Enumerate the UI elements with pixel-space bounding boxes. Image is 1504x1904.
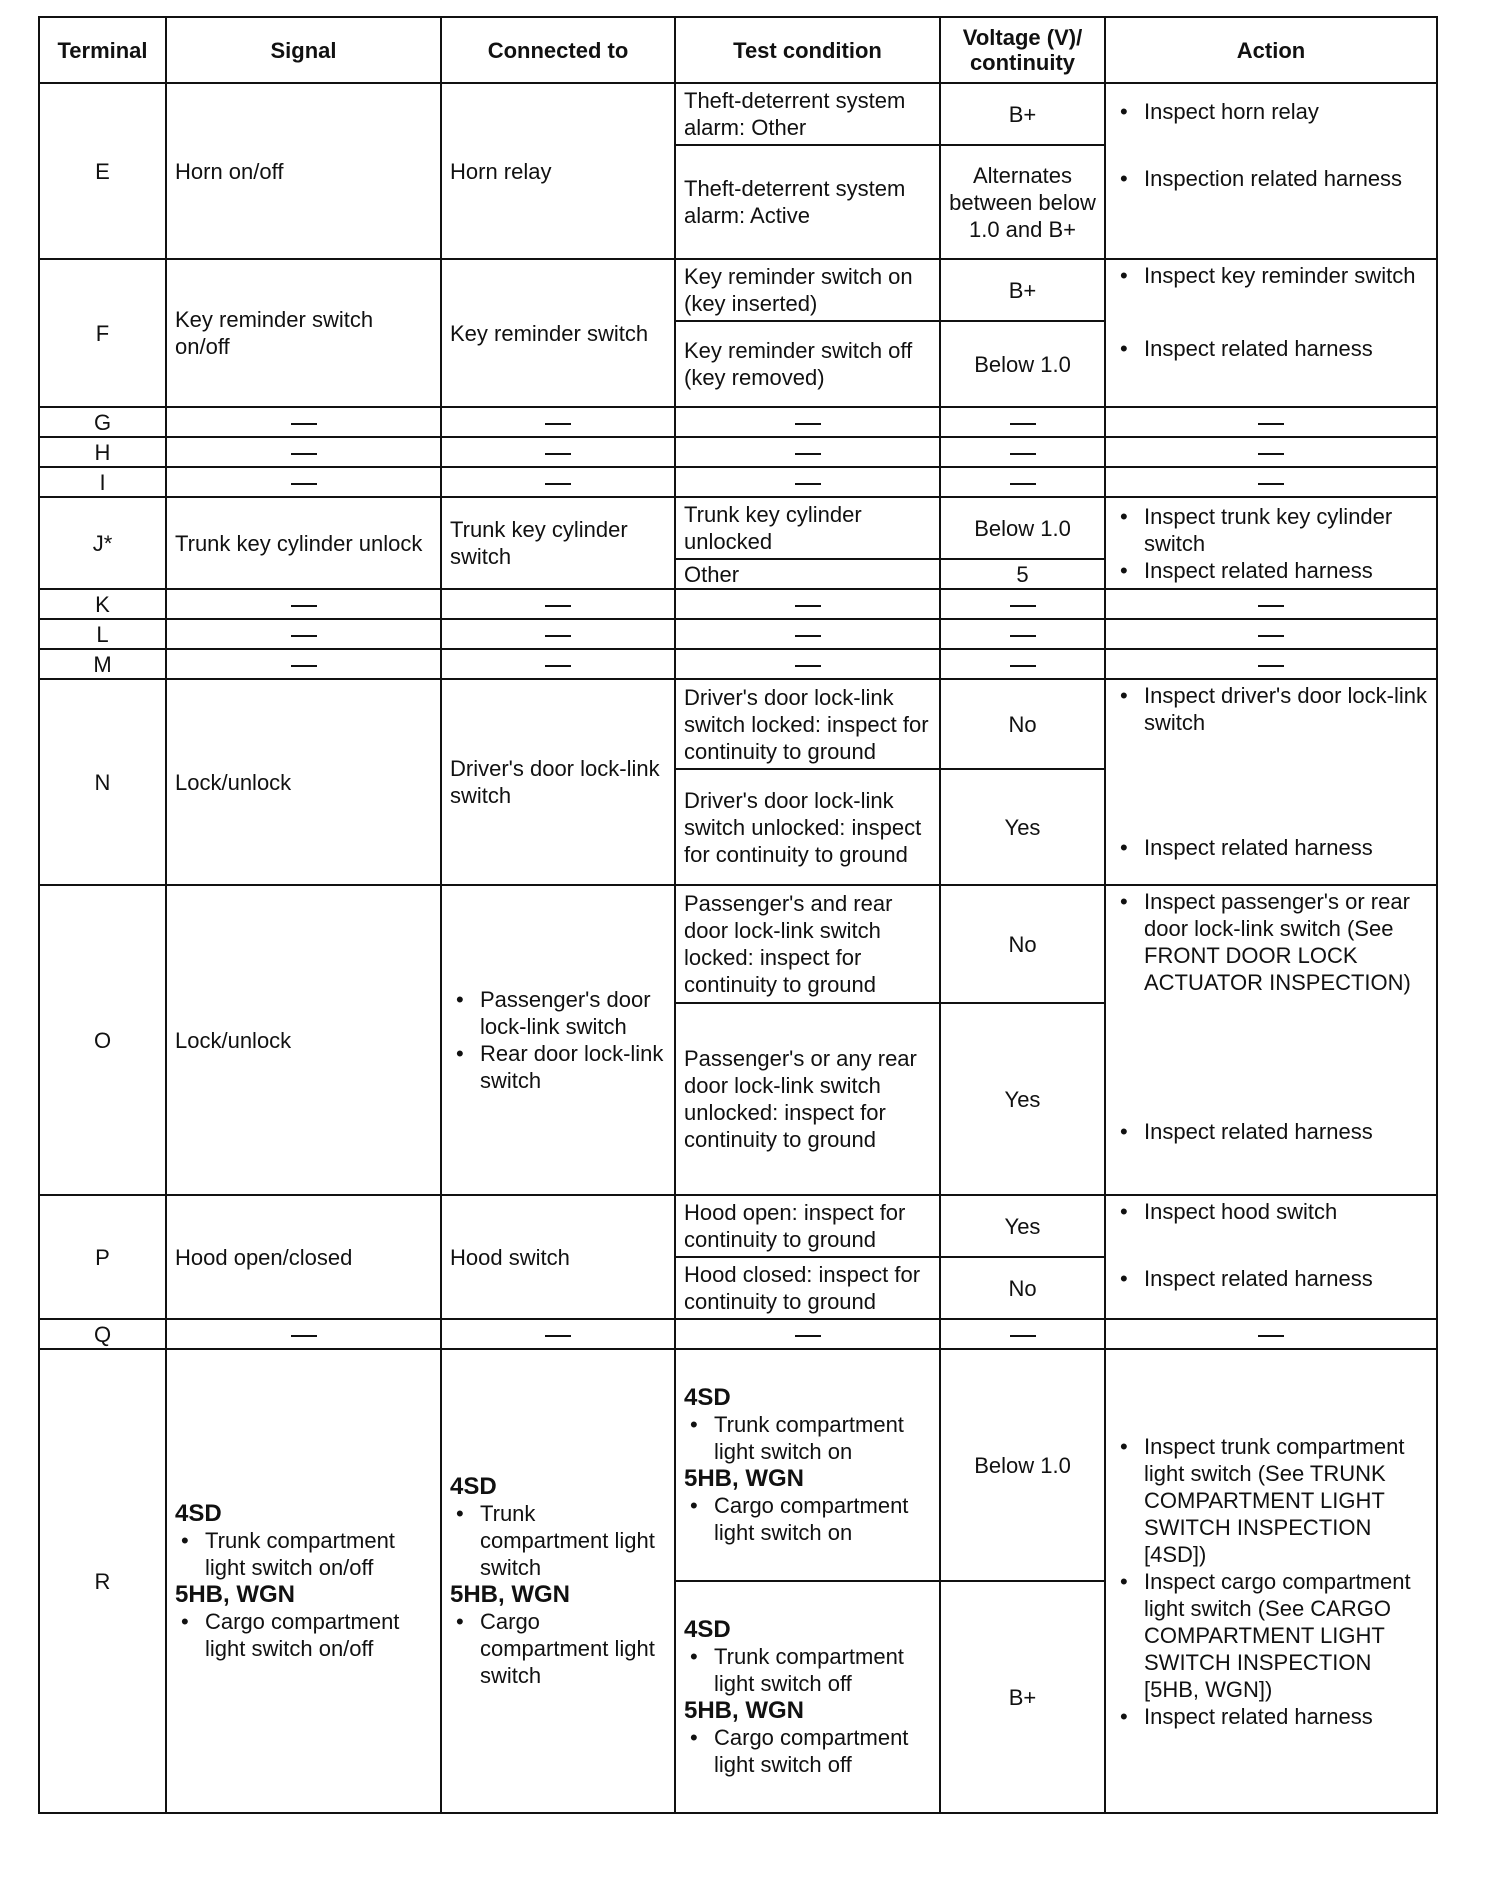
test-cell: Key reminder switch off (key removed) — [675, 321, 940, 407]
test-list — [684, 1492, 931, 1546]
test-cell: Key reminder switch on (key inserted) — [675, 259, 940, 321]
row-j-1 — [39, 497, 1437, 559]
terminal-cell: P — [39, 1195, 166, 1319]
test-cell: Trunk key cylinder unlocked — [675, 497, 940, 559]
terminal-cell: E — [39, 83, 166, 259]
header-voltage: Voltage (V)/ continuity — [940, 17, 1105, 83]
test-cell: Other — [675, 559, 940, 589]
voltage-cell: Yes — [940, 1195, 1105, 1257]
action-item: • Inspection related harness — [1144, 165, 1428, 192]
row-g — [39, 407, 1437, 437]
test-cell: Theft-deterrent system alarm: Active — [675, 145, 940, 259]
model-heading: 4SD — [684, 1616, 731, 1643]
action-list — [1114, 888, 1428, 1145]
row-e-1 — [39, 83, 1437, 145]
connected-list — [450, 986, 666, 1094]
empty-dash — [166, 1319, 441, 1349]
connected-list — [450, 1500, 666, 1581]
terminal-cell: K — [39, 589, 166, 619]
test-cell: Hood open: inspect for continuity to ground — [675, 1195, 940, 1257]
test-item: • Trunk compartment light switch off — [714, 1643, 931, 1697]
connected-item: • Cargo compartment light switch — [480, 1608, 666, 1689]
signal-list — [175, 1608, 432, 1662]
empty-dash — [675, 619, 940, 649]
terminal-cell: R — [39, 1349, 166, 1813]
test-item: • Cargo compartment light switch off — [714, 1724, 931, 1778]
empty-dash — [441, 407, 675, 437]
voltage-cell: No — [940, 885, 1105, 1003]
test-cell: Passenger's or any rear door lock-link switch unlocked: inspect for continuity to ground — [675, 1003, 940, 1195]
header-terminal: Terminal — [39, 17, 166, 83]
action-cell — [1105, 679, 1437, 885]
empty-dash — [166, 437, 441, 467]
empty-dash — [940, 437, 1105, 467]
empty-dash — [1105, 467, 1437, 497]
row-f-1 — [39, 259, 1437, 321]
terminal-table-wrapper — [38, 16, 1438, 1814]
model-heading: 5HB, WGN — [684, 1465, 804, 1492]
empty-dash — [1105, 619, 1437, 649]
signal-cell: Horn on/off — [166, 83, 441, 259]
connected-cell — [441, 885, 675, 1195]
action-item: • Inspect key reminder switch — [1144, 262, 1428, 289]
empty-dash — [166, 589, 441, 619]
empty-dash — [675, 1319, 940, 1349]
action-item: • Inspect trunk key cylinder switch — [1144, 503, 1428, 557]
header-test-condition: Test condition — [675, 17, 940, 83]
action-item: • Inspect passenger's or rear door lock-link switch (See FRONT DOOR LOCK ACTUATOR INSPECTION) — [1144, 888, 1428, 996]
voltage-cell: B+ — [940, 259, 1105, 321]
connected-cell: Driver's door lock-link switch — [441, 679, 675, 885]
test-item: • Cargo compartment light switch on — [714, 1492, 931, 1546]
action-list — [1114, 682, 1428, 861]
row-r-1 — [39, 1349, 1437, 1581]
empty-dash — [441, 437, 675, 467]
action-list — [1114, 98, 1428, 192]
voltage-cell: B+ — [940, 1581, 1105, 1813]
signal-list — [175, 1527, 432, 1581]
row-q — [39, 1319, 1437, 1349]
row-m — [39, 649, 1437, 679]
terminal-cell: L — [39, 619, 166, 649]
connected-cell: Hood switch — [441, 1195, 675, 1319]
signal-item: • Cargo compartment light switch on/off — [205, 1608, 432, 1662]
test-list — [684, 1411, 931, 1465]
empty-dash — [441, 589, 675, 619]
action-item: • Inspect related harness — [1144, 1118, 1428, 1145]
connected-cell: Horn relay — [441, 83, 675, 259]
connected-cell: Key reminder switch — [441, 259, 675, 407]
row-l — [39, 619, 1437, 649]
action-list — [1114, 503, 1428, 584]
empty-dash — [940, 1319, 1105, 1349]
connected-cell: Trunk key cylinder switch — [441, 497, 675, 589]
model-heading: 5HB, WGN — [684, 1697, 804, 1724]
terminal-inspection-table — [38, 16, 1438, 1814]
terminal-cell: N — [39, 679, 166, 885]
empty-dash — [675, 467, 940, 497]
action-cell — [1105, 497, 1437, 589]
row-o-1 — [39, 885, 1437, 1003]
empty-dash — [1105, 407, 1437, 437]
row-i — [39, 467, 1437, 497]
test-list — [684, 1724, 931, 1778]
test-item: • Trunk compartment light switch on — [714, 1411, 931, 1465]
action-cell — [1105, 1349, 1437, 1813]
voltage-cell: Below 1.0 — [940, 497, 1105, 559]
action-item: • Inspect trunk compartment light switch (See TRUNK COMPARTMENT LIGHT SWITCH INSPECTION [4SD]) — [1144, 1433, 1428, 1568]
header-row — [39, 17, 1437, 83]
action-item: • Inspect related harness — [1144, 834, 1428, 861]
test-cell: Theft-deterrent system alarm: Other — [675, 83, 940, 145]
voltage-cell: Yes — [940, 1003, 1105, 1195]
empty-dash — [940, 467, 1105, 497]
connected-cell — [441, 1349, 675, 1813]
terminal-cell: F — [39, 259, 166, 407]
connected-item: • Passenger's door lock-link switch — [480, 986, 666, 1040]
test-cell — [675, 1349, 940, 1581]
row-n-1 — [39, 679, 1437, 769]
signal-cell: Key reminder switch on/off — [166, 259, 441, 407]
test-cell: Driver's door lock-link switch locked: inspect for continuity to ground — [675, 679, 940, 769]
action-item: • Inspect related harness — [1144, 1703, 1428, 1730]
model-heading: 5HB, WGN — [175, 1581, 295, 1608]
empty-dash — [1105, 437, 1437, 467]
test-cell: Driver's door lock-link switch unlocked: inspect for continuity to ground — [675, 769, 940, 885]
voltage-cell: Yes — [940, 769, 1105, 885]
test-cell: Passenger's and rear door lock-link switch locked: inspect for continuity to ground — [675, 885, 940, 1003]
empty-dash — [940, 619, 1105, 649]
voltage-cell: B+ — [940, 83, 1105, 145]
empty-dash — [441, 619, 675, 649]
empty-dash — [675, 589, 940, 619]
row-p-1 — [39, 1195, 1437, 1257]
test-cell — [675, 1581, 940, 1813]
action-list — [1114, 262, 1428, 362]
action-list — [1114, 1198, 1428, 1292]
action-item: • Inspect hood switch — [1144, 1198, 1428, 1225]
action-cell — [1105, 885, 1437, 1195]
empty-dash — [940, 589, 1105, 619]
empty-dash — [675, 407, 940, 437]
empty-dash — [940, 407, 1105, 437]
row-h — [39, 437, 1437, 467]
voltage-cell: No — [940, 1257, 1105, 1319]
empty-dash — [166, 619, 441, 649]
signal-item: • Trunk compartment light switch on/off — [205, 1527, 432, 1581]
empty-dash — [441, 649, 675, 679]
signal-cell: Lock/unlock — [166, 679, 441, 885]
row-k — [39, 589, 1437, 619]
empty-dash — [441, 467, 675, 497]
action-item: • Inspect related harness — [1144, 557, 1428, 584]
empty-dash — [940, 649, 1105, 679]
empty-dash — [1105, 649, 1437, 679]
voltage-cell: Below 1.0 — [940, 321, 1105, 407]
model-heading: 4SD — [684, 1384, 731, 1411]
empty-dash — [166, 407, 441, 437]
signal-cell — [166, 1349, 441, 1813]
header-connected-to: Connected to — [441, 17, 675, 83]
voltage-cell: Below 1.0 — [940, 1349, 1105, 1581]
terminal-cell: M — [39, 649, 166, 679]
empty-dash — [166, 649, 441, 679]
action-cell — [1105, 83, 1437, 259]
empty-dash — [1105, 589, 1437, 619]
model-heading: 4SD — [175, 1500, 222, 1527]
connected-list — [450, 1608, 666, 1689]
signal-cell: Hood open/closed — [166, 1195, 441, 1319]
action-cell — [1105, 259, 1437, 407]
action-item: • Inspect related harness — [1144, 1265, 1428, 1292]
test-cell: Hood closed: inspect for continuity to ground — [675, 1257, 940, 1319]
header-action: Action — [1105, 17, 1437, 83]
action-item: • Inspect related harness — [1144, 335, 1428, 362]
action-list — [1114, 1433, 1428, 1730]
terminal-cell: Q — [39, 1319, 166, 1349]
action-cell — [1105, 1195, 1437, 1319]
signal-cell: Trunk key cylinder unlock — [166, 497, 441, 589]
action-item: • Inspect horn relay — [1144, 98, 1428, 125]
connected-item: • Rear door lock-link switch — [480, 1040, 666, 1094]
empty-dash — [675, 437, 940, 467]
terminal-cell: I — [39, 467, 166, 497]
model-heading: 4SD — [450, 1473, 497, 1500]
terminal-cell: J* — [39, 497, 166, 589]
terminal-cell: H — [39, 437, 166, 467]
header-signal: Signal — [166, 17, 441, 83]
empty-dash — [441, 1319, 675, 1349]
action-item: • Inspect cargo compartment light switch (See CARGO COMPARTMENT LIGHT SWITCH INSPECTION [5HB, WGN]) — [1144, 1568, 1428, 1703]
empty-dash — [166, 467, 441, 497]
model-heading: 5HB, WGN — [450, 1581, 570, 1608]
voltage-cell: Alternates between below 1.0 and B+ — [940, 145, 1105, 259]
empty-dash — [675, 649, 940, 679]
terminal-cell: G — [39, 407, 166, 437]
voltage-cell: 5 — [940, 559, 1105, 589]
signal-cell: Lock/unlock — [166, 885, 441, 1195]
test-list — [684, 1643, 931, 1697]
terminal-cell: O — [39, 885, 166, 1195]
voltage-cell: No — [940, 679, 1105, 769]
action-item: • Inspect driver's door lock-link switch — [1144, 682, 1428, 736]
connected-item: • Trunk compartment light switch — [480, 1500, 666, 1581]
empty-dash — [1105, 1319, 1437, 1349]
